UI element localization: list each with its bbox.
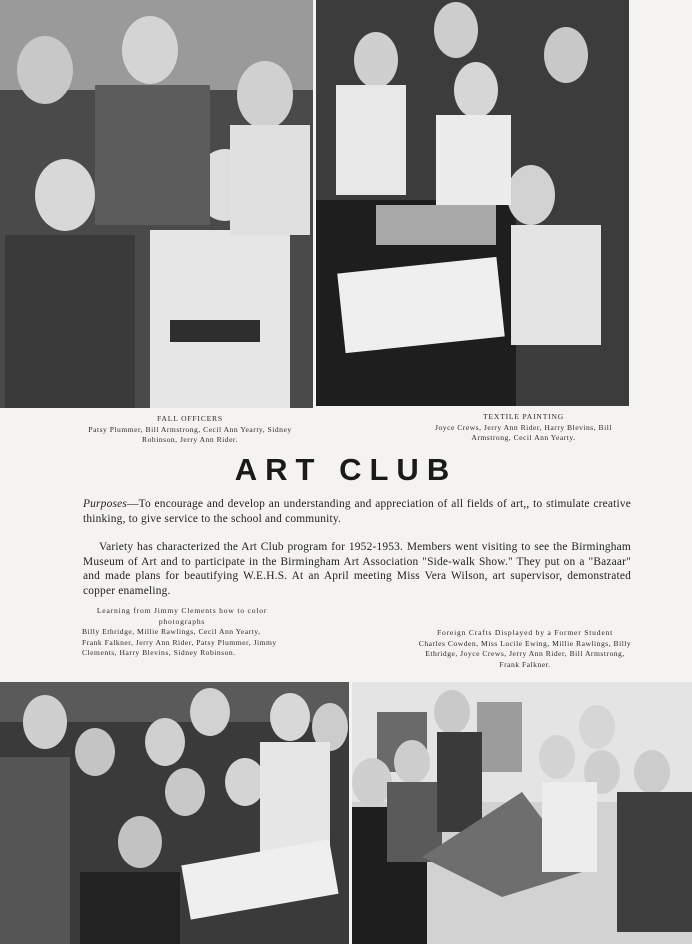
photography-photo (0, 682, 349, 944)
caption-names: Charles Cowden, Miss Lucile Ewing, Millie Rawlings, Billy Ethridge, Joyce Crews, Jerry Ann Rider, Bill Armstrong, Frank Falkner. (418, 638, 632, 669)
purposes-text: —To encourage and develop an understanding and appreciation of all fields of art,, to stimulate creative thinking, to give service to the school and community. (83, 498, 631, 525)
foreign-crafts-photo (352, 682, 692, 944)
variety-paragraph: Variety has characterized the Art Club program for 1952-1953. Members went visiting to see the Birmingham Museum of Art and to participate in the Birmingham Art Association "Side-walk Show." They put on a "Bazaar" and made plans for beautifying W.E.H.S. At an April meeting Miss Vera Wilson, art supervisor, demonstrated copper enameling. (83, 541, 631, 597)
caption-title: Learning from Jimmy Clements how to color photographs (96, 606, 268, 626)
purposes-paragraph (83, 497, 631, 526)
caption-names: Billy Ethridge, Millie Rawlings, Cecil Ann Yearty, Frank Falkner, Jerry Ann Rider, Patsy Plummer, Jimmy Clements, Harry Blevins, Sidney Robinson. (82, 627, 277, 658)
caption-names: Joyce Crews, Jerry Ann Rider, Harry Blevins, Bill Armstrong, Cecil Ann Yearty. (435, 422, 612, 443)
fall-officers-photo (0, 0, 313, 408)
purposes-lead: Purposes (83, 498, 127, 510)
caption-names: Patsy Plummer, Bill Armstrong, Cecil Ann Yearty, Sidney Robinson, Jerry Ann Rider. (88, 424, 292, 445)
caption-title: TEXTILE PAINTING (482, 412, 565, 421)
textile-painting-photo (316, 0, 629, 406)
photography-caption (82, 606, 282, 659)
caption-title: FALL OFFICERS (157, 414, 223, 423)
textile-painting-caption (416, 412, 631, 444)
page-title: ART CLUB (234, 452, 458, 487)
caption-title: Foreign Crafts Displayed by a Former Student (436, 628, 614, 637)
fall-officers-caption (80, 414, 300, 446)
foreign-crafts-caption (416, 628, 634, 670)
